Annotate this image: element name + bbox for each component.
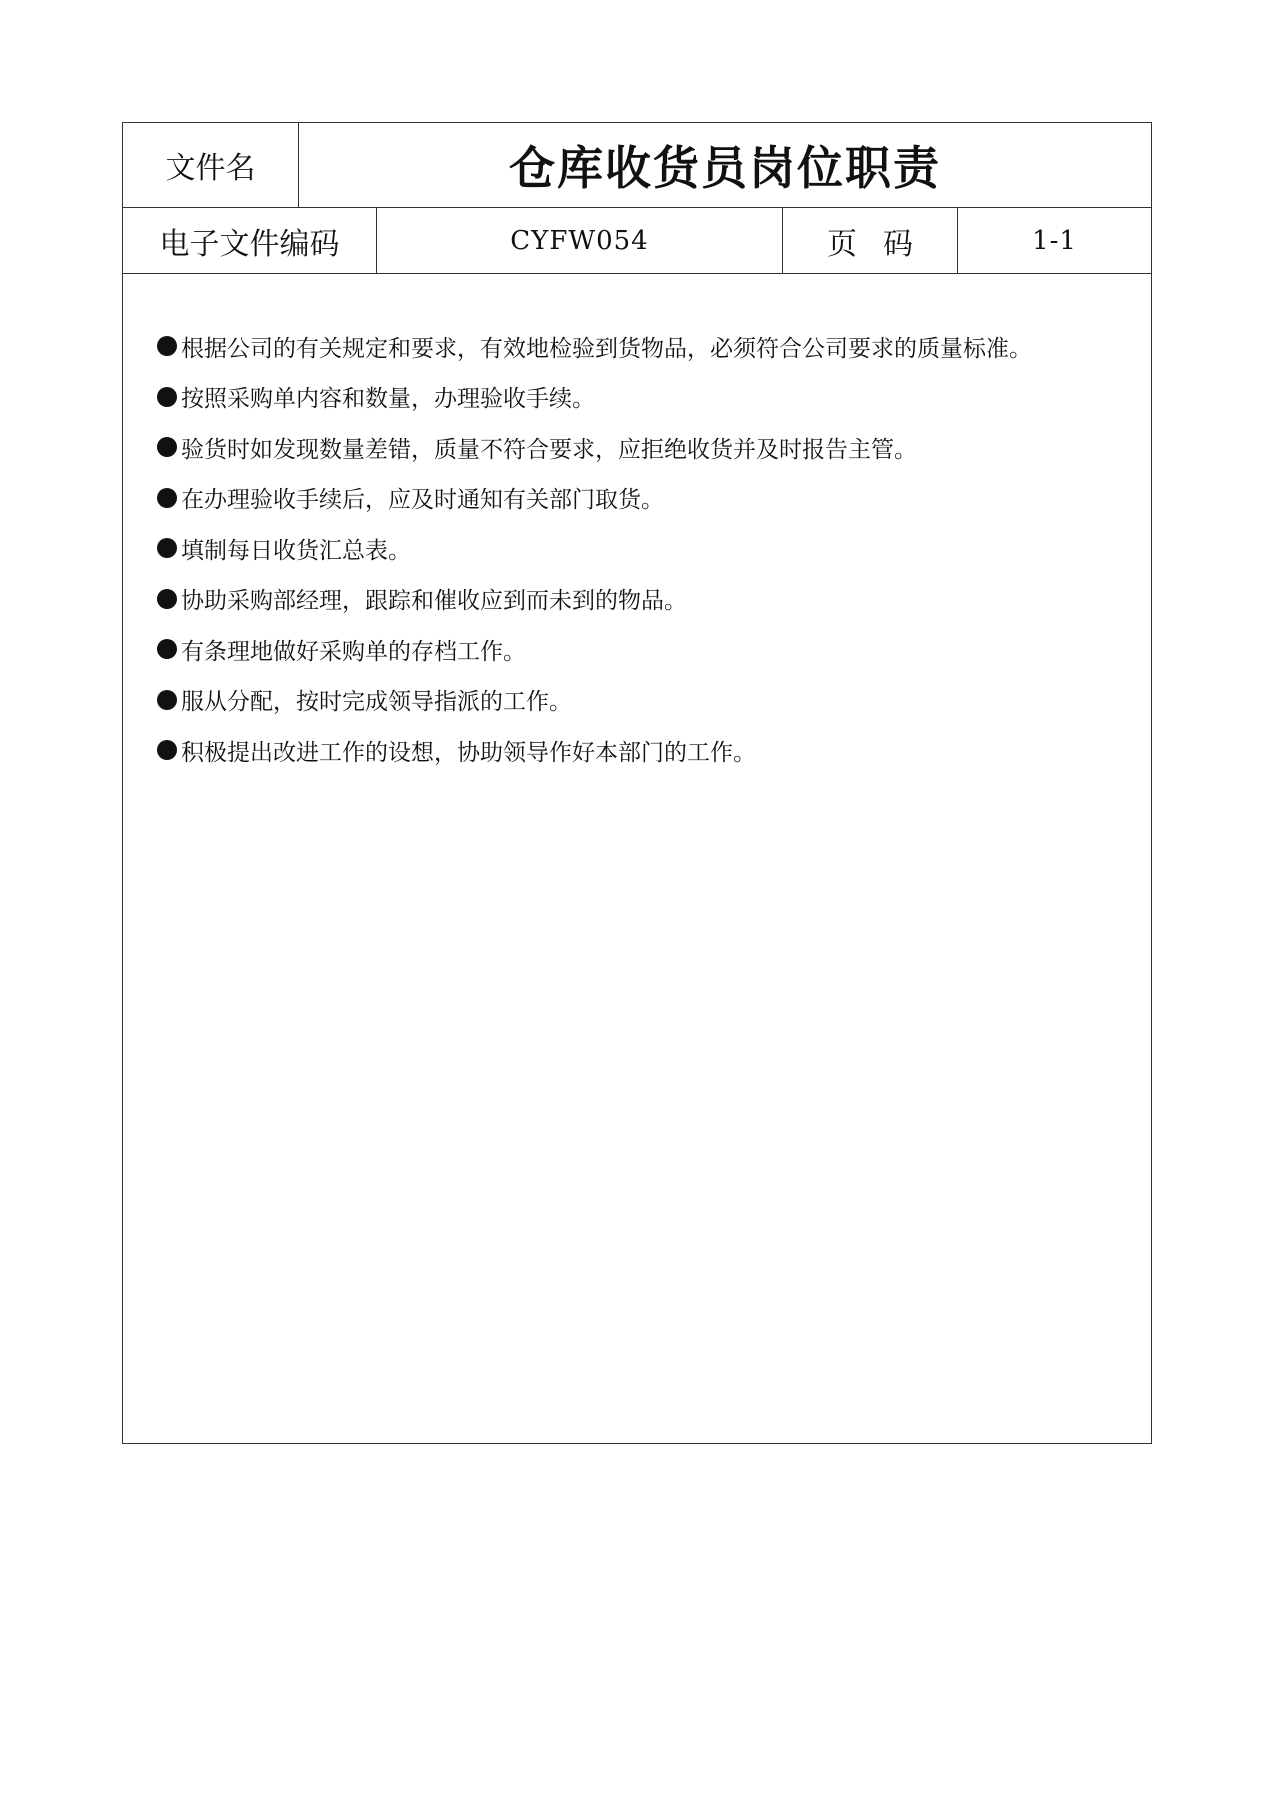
duty-text: 服从分配，按时完成领导指派的工作。 [181,689,572,716]
bullet-icon [157,437,177,457]
duty-item [157,675,1117,726]
duty-text: 根据公司的有关规定和要求，有效地检验到货物品，必须符合公司要求的质量标准。 [181,335,1032,362]
duty-item [157,523,1117,574]
duty-text: 按照采购单内容和数量，办理验收手续。 [181,386,595,413]
bullet-icon [157,488,177,508]
bullet-icon [157,387,177,407]
duty-item [157,574,1117,625]
bullet-icon [157,589,177,609]
duty-item [157,372,1117,423]
bullet-icon [157,336,177,356]
duty-item [157,422,1117,473]
file-code-label: 电子文件编码 [123,208,377,273]
bullet-icon [157,538,177,558]
page-number-value: 1-1 [1032,225,1077,256]
page-number-label: 页码 [783,208,958,273]
duty-text: 填制每日收货汇总表。 [181,537,411,564]
duty-text: 在办理验收手续后，应及时通知有关部门取货。 [181,487,664,514]
duty-text: 有条理地做好采购单的存档工作。 [181,638,526,665]
duty-text: 验货时如发现数量差错，质量不符合要求，应拒绝收货并及时报告主管。 [181,436,917,463]
duty-item [157,473,1117,524]
bullet-icon [157,639,177,659]
file-code-value: CYFW054 [377,208,783,273]
duty-item [157,624,1117,675]
document-form [122,122,1152,1444]
title-row [123,123,1151,208]
duty-text: 积极提出改进工作的设想，协助领导作好本部门的工作。 [181,739,756,766]
bullet-icon [157,690,177,710]
meta-row [123,208,1151,274]
duties-list [157,321,1117,776]
duty-text: 协助采购部经理，跟踪和催收应到而未到的物品。 [181,588,687,615]
duty-item [157,725,1117,776]
document-title: 仓库收货员岗位职责 [509,141,941,195]
bullet-icon [157,740,177,760]
filename-label: 文件名 [123,123,299,207]
duty-item [157,321,1117,372]
